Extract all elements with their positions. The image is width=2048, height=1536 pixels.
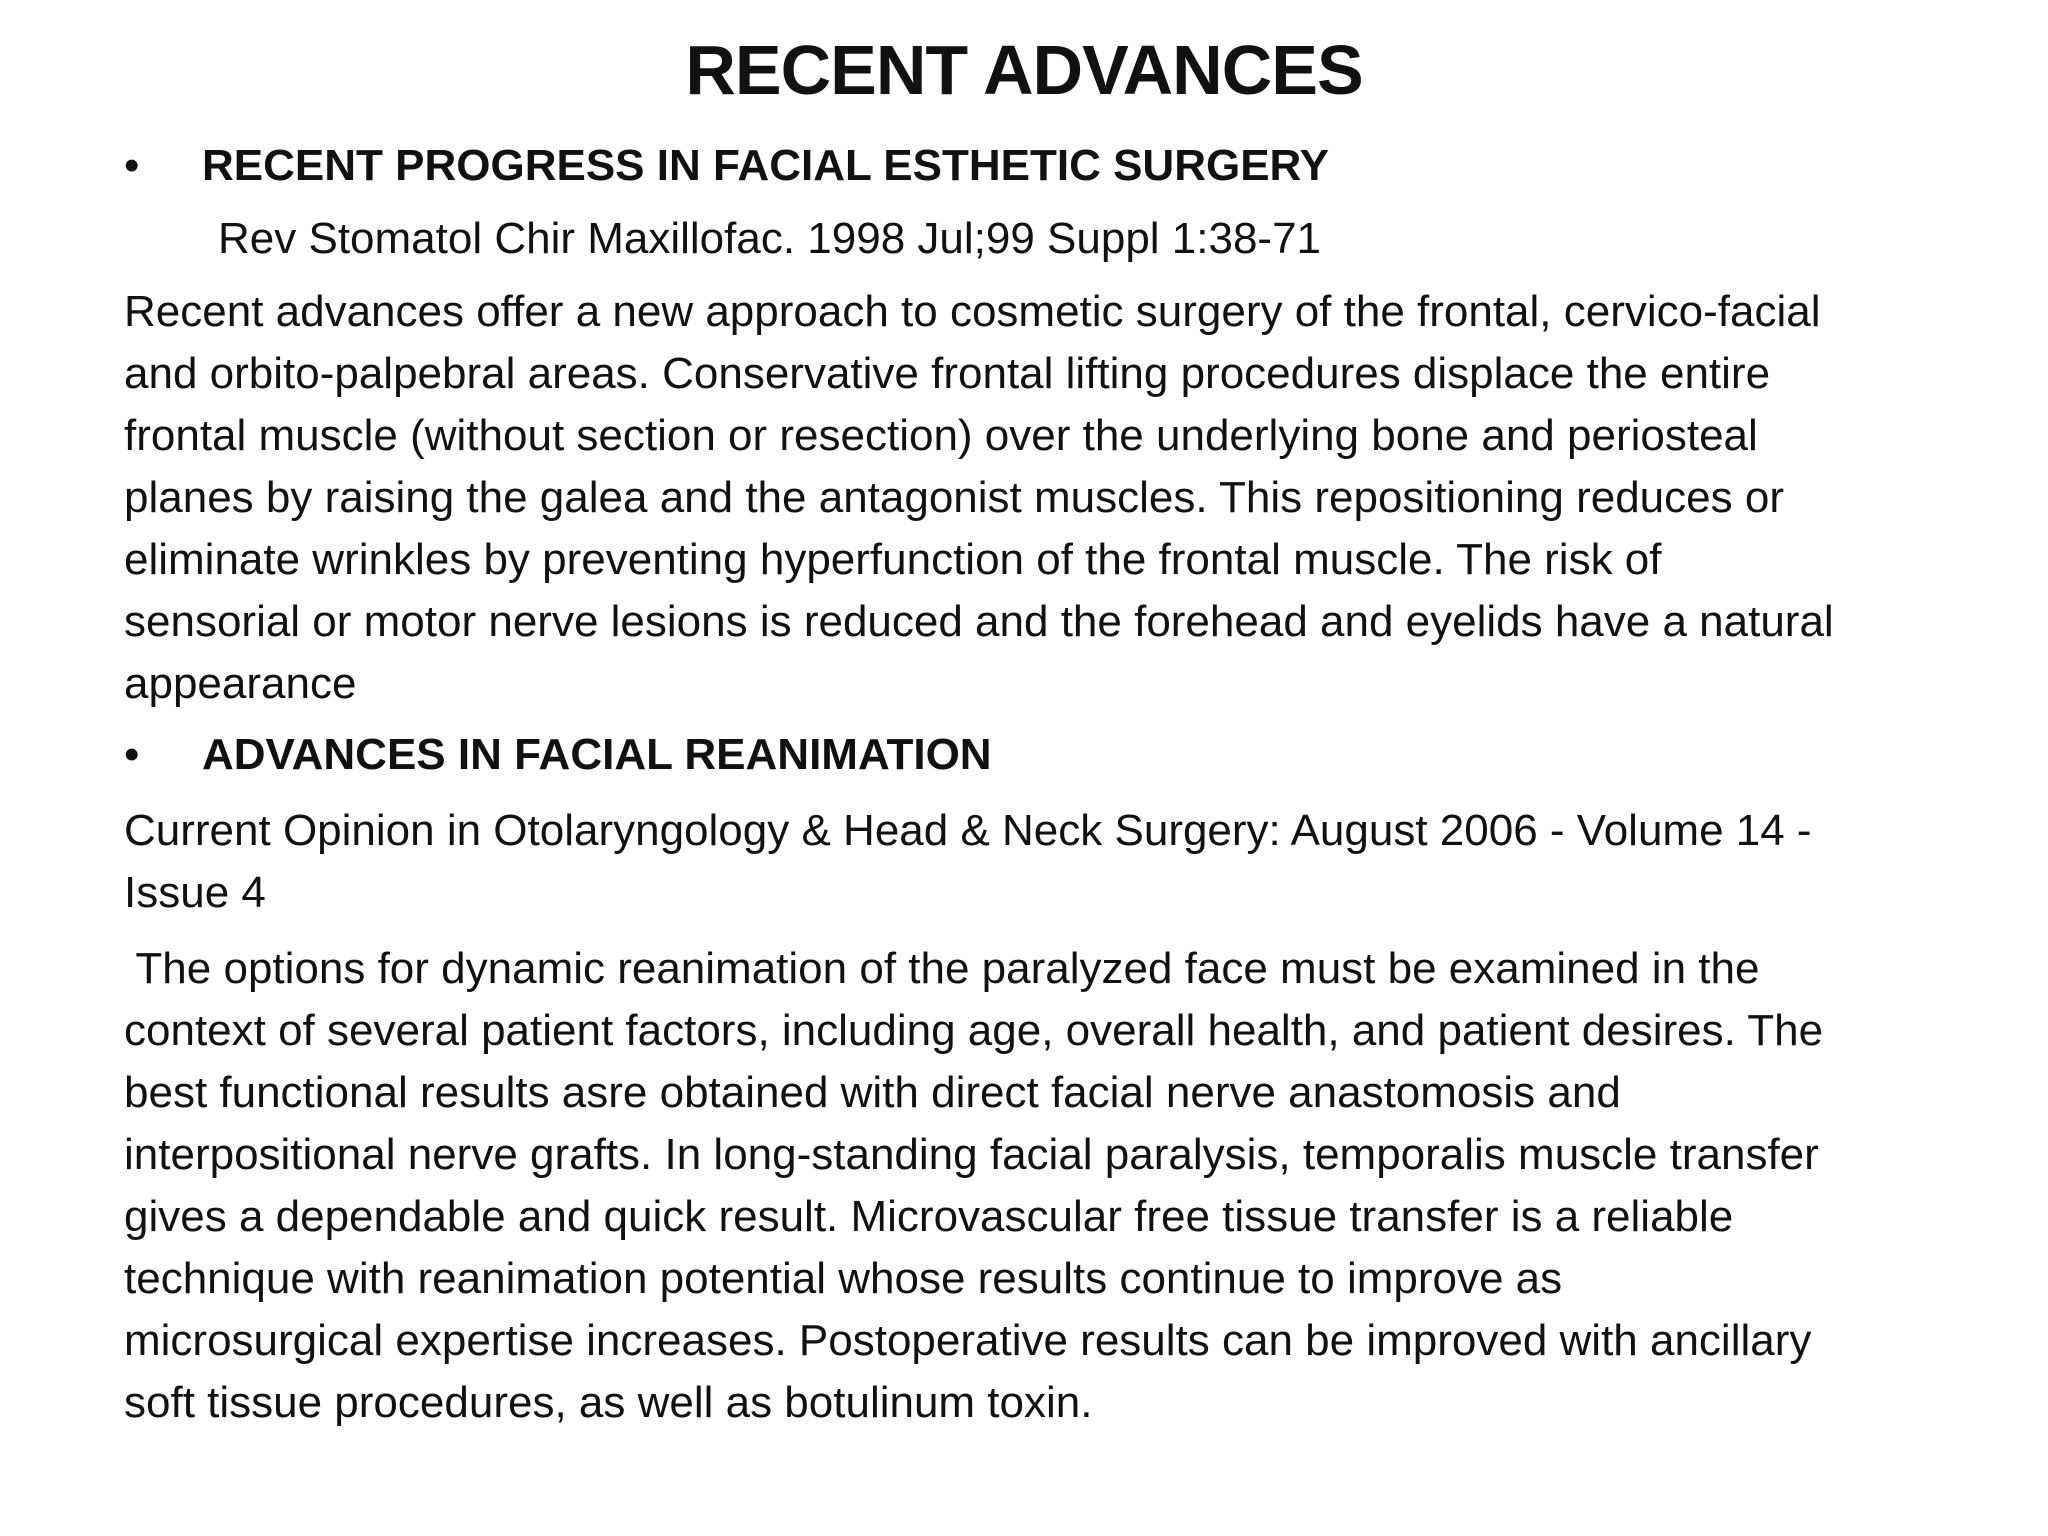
section2-line-3: best functional results asre obtained with direct facial nerve anastomosis and (124, 1068, 1621, 1117)
section2-line-5: gives a dependable and quick result. Microvascular free tissue transfer is a reliable (124, 1192, 1734, 1241)
section1-line-6: sensorial or motor nerve lesions is reduced and the forehead and eyelids have a natural (124, 597, 1834, 646)
section1-heading: RECENT PROGRESS IN FACIAL ESTHETIC SURGERY (202, 141, 1330, 190)
section1-citation: Rev Stomatol Chir Maxillofac. 1998 Jul;99 Suppl 1:38-71 (218, 214, 1322, 263)
section1-line-7: appearance (124, 659, 357, 708)
section1-line-5: eliminate wrinkles by preventing hyperfunction of the frontal muscle. The risk of (124, 535, 1662, 584)
section2-line-4: interpositional nerve grafts. In long-standing facial paralysis, temporalis muscle transfer (124, 1130, 1819, 1179)
section1-line-4: planes by raising the galea and the antagonist muscles. This repositioning reduces or (124, 473, 1784, 522)
section2-citation-line-1: Current Opinion in Otolaryngology & Head & Neck Surgery: August 2006 - Volume 14 - (124, 806, 1812, 855)
section1-line-2: and orbito-palpebral areas. Conservative frontal lifting procedures displace the entire (124, 349, 1771, 398)
bullet-icon: • (124, 141, 140, 190)
section2-line-8: soft tissue procedures, as well as botulinum toxin. (124, 1378, 1093, 1427)
section2-heading: ADVANCES IN FACIAL REANIMATION (202, 730, 992, 779)
section2-line-2: context of several patient factors, including age, overall health, and patient desires. The (124, 1006, 1824, 1055)
bullet-icon: • (124, 730, 140, 779)
slide-title: RECENT ADVANCES (685, 31, 1363, 109)
section1-line-1: Recent advances offer a new approach to cosmetic surgery of the frontal, cervico-facial (124, 287, 1821, 336)
section1-line-3: frontal muscle (without section or resection) over the underlying bone and periosteal (124, 411, 1758, 460)
section2-line-6: technique with reanimation potential whose results continue to improve as (124, 1254, 1563, 1303)
section2-line-7: microsurgical expertise increases. Postoperative results can be improved with ancillary (124, 1316, 1812, 1365)
section2-line-1: The options for dynamic reanimation of the paralyzed face must be examined in the (124, 944, 1760, 993)
section2-citation-line-2: Issue 4 (124, 868, 266, 917)
